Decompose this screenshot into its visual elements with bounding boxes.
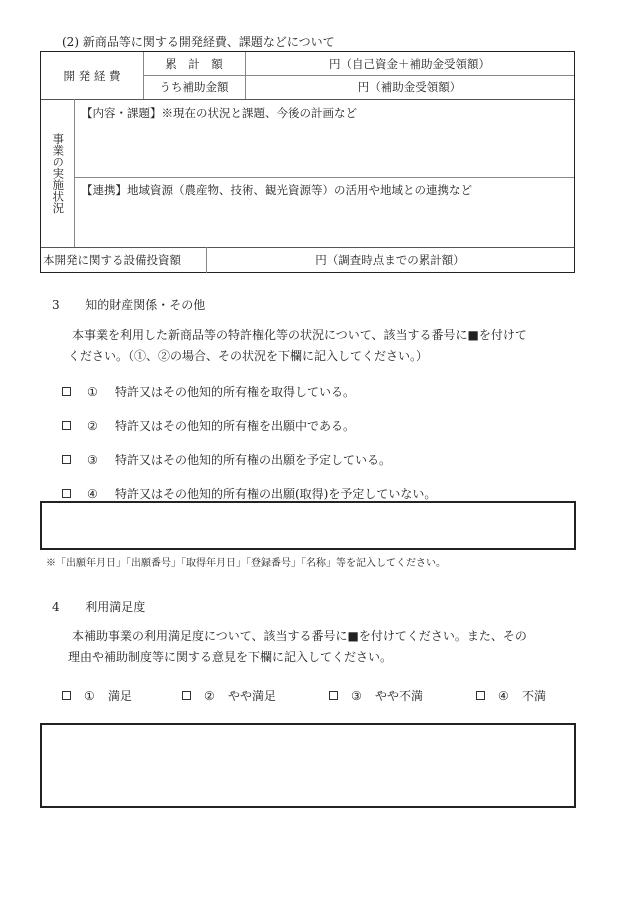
option-label: やや不満 (375, 689, 424, 703)
section4-instruction-1: 本補助事業の利用満足度について、該当する番号に■を付けてください。また、その (72, 629, 527, 643)
section4-title: 利用満足度 (85, 600, 146, 614)
dev-cost-label (41, 52, 143, 99)
cumulative-value-field[interactable] (245, 52, 574, 75)
equipment-label (43, 247, 206, 273)
checkbox[interactable] (329, 691, 338, 700)
equipment-value-text: 円（調査時点までの累計額） (315, 253, 465, 267)
option-number: ② (87, 418, 98, 433)
option-label: やや満足 (228, 689, 277, 703)
ip-option-2[interactable] (62, 417, 355, 434)
section3-instruction-2: ください。（①、②の場合、その状況を下欄に記入してください。） (68, 349, 429, 363)
cumulative-label (143, 52, 245, 75)
ip-option-4[interactable] (62, 485, 436, 502)
ip-option-3[interactable] (62, 451, 391, 468)
content-field[interactable] (81, 105, 571, 175)
row-divider (74, 177, 574, 178)
cumulative-value-text: 円（自己資金＋補助金受領額） (329, 56, 490, 71)
checkbox[interactable] (62, 489, 71, 498)
dev-cost-label-text: 開 発 経 費 (63, 68, 121, 83)
satisfaction-option-1[interactable] (62, 687, 132, 704)
cumulative-label-text: 累 計 額 (165, 56, 223, 71)
section4-heading (52, 598, 145, 615)
satisfaction-option-2[interactable] (182, 687, 276, 704)
option-number: ③ (87, 452, 98, 467)
subsidy-label (143, 75, 245, 99)
status-label-text: 事業の実施状況 (51, 133, 66, 214)
satisfaction-option-3[interactable] (329, 687, 423, 704)
ip-note: ※「出願年月日」「出願番号」「取得年月日」「登録番号」「名称」等を記入してください。 (46, 558, 446, 569)
subsidy-label-text: うち補助金額 (159, 80, 229, 94)
section4-instruction-2: 理由や補助制度等に関する意見を下欄に記入してください。 (68, 650, 393, 664)
content-label: 【内容・課題】※現在の状況と課題、今後の計画など (81, 106, 357, 120)
option-label: 満足 (108, 689, 133, 703)
option-number: ④ (87, 486, 98, 501)
checkbox[interactable] (62, 691, 71, 700)
option-number: ④ (498, 688, 509, 703)
row-divider (41, 99, 574, 100)
ip-details-input[interactable] (40, 501, 576, 550)
option-label: 特許又はその他知的所有権の出願(取得)を予定していない。 (115, 487, 437, 501)
option-label: 特許又はその他知的所有権の出願を予定している。 (115, 453, 392, 467)
option-number: ③ (351, 688, 362, 703)
section2-title: (2) 新商品等に関する開発経費、課題などについて (62, 35, 335, 49)
equipment-value-field[interactable] (206, 247, 574, 273)
section4-number: 4 (52, 600, 60, 614)
col-divider (74, 99, 75, 247)
option-number: ② (204, 688, 215, 703)
subsidy-value-text: 円（補助金受領額） (357, 80, 462, 94)
ip-option-1[interactable] (62, 383, 355, 400)
collaboration-field[interactable] (81, 182, 571, 244)
checkbox[interactable] (182, 691, 191, 700)
section3-heading (52, 296, 205, 313)
checkbox[interactable] (62, 387, 71, 396)
satisfaction-comment-input[interactable] (40, 723, 576, 808)
option-number: ① (87, 384, 98, 399)
option-label: 特許又はその他知的所有権を取得している。 (115, 385, 356, 399)
section3-number: 3 (52, 298, 60, 312)
option-label: 不満 (522, 689, 547, 703)
collaboration-label: 【連携】地域資源（農産物、技術、観光資源等）の活用や地域との連携など (81, 183, 472, 197)
development-cost-table (40, 51, 575, 273)
status-label (41, 100, 74, 247)
option-label: 特許又はその他知的所有権を出願中である。 (115, 419, 356, 433)
checkbox[interactable] (62, 421, 71, 430)
equipment-label-text: 本開発に関する設備投資額 (43, 253, 181, 267)
checkbox[interactable] (476, 691, 485, 700)
section3-title: 知的財産関係・その他 (85, 298, 206, 312)
option-number: ① (84, 688, 95, 703)
section3-instruction-1: 本事業を利用した新商品等の特許権化等の状況について、該当する番号に■を付けて (72, 328, 527, 342)
subsidy-value-field[interactable] (245, 75, 574, 99)
checkbox[interactable] (62, 455, 71, 464)
satisfaction-option-4[interactable] (476, 687, 546, 704)
